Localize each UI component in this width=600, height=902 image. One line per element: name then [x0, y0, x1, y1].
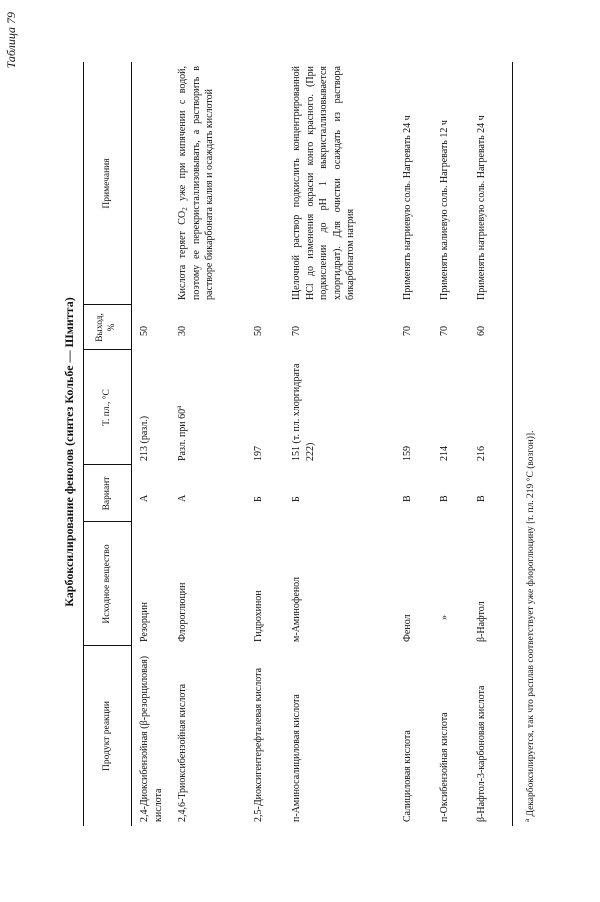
cell-yield: 50: [253, 326, 264, 336]
cell-yield: 30: [177, 326, 188, 336]
cell-yield: 70: [439, 326, 450, 336]
cell-note: Применять натриевую соль. Нагревать 24 ч: [402, 115, 413, 300]
cell-variant: В: [476, 495, 487, 502]
table-number: Таблица 79: [4, 12, 18, 69]
header-product: Продукт реакции: [102, 701, 112, 771]
cell-melting-point: [176, 353, 190, 461]
cell-product: п-Оксибензойная кислота: [439, 712, 450, 822]
cell-product: β-Нафтол-3-карбоновая кислота: [476, 685, 487, 822]
cell-yield: 50: [139, 326, 150, 336]
cell-product: 2,4-Диоксибензойная (β-резорциловая) кислота: [139, 655, 164, 822]
cell-starting-material: Флороглюцин: [177, 582, 188, 642]
cell-yield: 60: [476, 326, 487, 336]
cell-yield: 70: [402, 326, 413, 336]
footnote-text: Декарбоксилируется, так что расплав соответствует уже флороглюцину [т. пл. 219 °C (возгон)].: [526, 430, 536, 819]
cell-variant: А: [139, 494, 150, 502]
cell-starting-material: Резорцин: [139, 602, 150, 642]
table-bottom-rule: [512, 62, 513, 826]
cell-starting-material: »: [439, 615, 450, 620]
cell-starting-material: Гидрохинон: [253, 590, 264, 642]
cell-variant: Б: [253, 496, 264, 502]
cell-yield: 70: [291, 326, 302, 336]
header-yield-line1: Выход,: [95, 313, 105, 342]
cell-note: Щелочной раствор подкислить концентрированной HCl до изменения окраски конго красного. (При подкислении до pH 1 выкристаллизовывается хлоргидрат). Для очистки осаждать из раствора бикарбонатом натрия: [291, 66, 356, 300]
table-top-rule: [83, 62, 84, 826]
melting-point-text: Разл. при 60: [177, 408, 188, 461]
header-starting-material: Исходное вещество: [102, 544, 112, 624]
cell-note: Применять калиевую соль. Нагревать 12 ч: [439, 120, 450, 300]
header-variant: Вариант: [102, 476, 112, 511]
cell-variant: Б: [291, 496, 302, 502]
cell-starting-material: м-Аминофенол: [291, 576, 302, 642]
note-part: Кислота теряет CO: [177, 210, 188, 300]
cell-melting-point: 216: [476, 446, 487, 461]
cell-variant: В: [439, 495, 450, 502]
cell-variant: А: [177, 494, 188, 502]
header-melting-point: Т. пл., °C: [102, 389, 112, 426]
cell-starting-material: β-Нафтол: [476, 601, 487, 642]
table-title: Карбоксилирование фенолов (синтез Кольбе — Шмитта): [62, 297, 76, 607]
cell-melting-point: 214: [439, 446, 450, 461]
note-part: уже при кипячении с водой, поэтому ее перекристаллизовывать, а растворить в растворе бикарбоната калия и осаждать кислотой: [177, 65, 215, 300]
cell-product: п-Аминосалициловая кислота: [291, 694, 302, 822]
header-notes: Примечания: [102, 158, 112, 209]
header-yield-line2: %: [107, 323, 117, 332]
cell-melting-point: 151 (т. пл. хлоргидрата 222): [291, 363, 316, 461]
cell-starting-material: Фенол: [402, 614, 413, 642]
cell-product: 2,4,6-Триоксибензойная кислота: [177, 683, 188, 822]
header-bottom-rule: [131, 62, 132, 826]
cell-note: Применять натриевую соль. Нагревать 24 ч: [476, 115, 487, 300]
footnote-mark: а: [523, 818, 531, 822]
cell-note: [176, 66, 217, 300]
footnote: [525, 62, 537, 822]
cell-melting-point: 197: [253, 446, 264, 461]
cell-melting-point: 159: [402, 446, 413, 461]
cell-melting-point: 213 (разл.): [139, 415, 150, 461]
cell-product: Салициловая кислота: [402, 730, 413, 822]
header-yield: [94, 305, 118, 350]
note-subscript: 2: [181, 207, 189, 211]
cell-variant: В: [402, 495, 413, 502]
cell-product: 2,5-Диоксигентерефталевая кислота: [253, 667, 264, 822]
footnote-reference: а: [175, 405, 183, 409]
